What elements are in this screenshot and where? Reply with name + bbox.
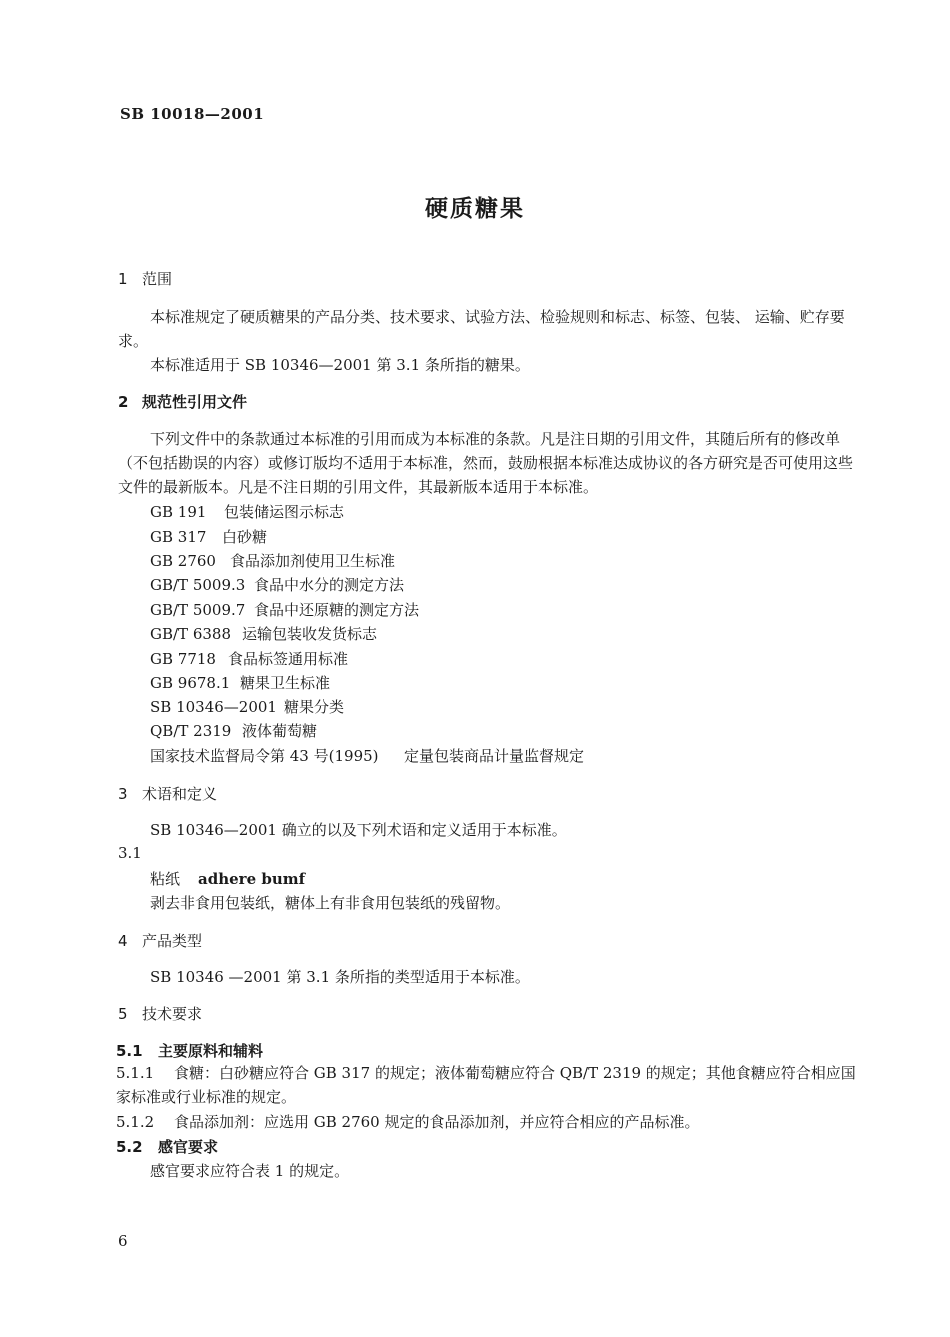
reference-title: 糖果分类 bbox=[284, 698, 345, 716]
reference-title: 运输包装收发货标志 bbox=[242, 625, 378, 643]
section-4-heading bbox=[118, 930, 202, 951]
reference-code: GB/T 5009.3 bbox=[150, 576, 246, 594]
section-number: 5 bbox=[118, 1005, 128, 1023]
reference-item bbox=[150, 648, 348, 669]
clause-5-1-2 bbox=[116, 1111, 700, 1132]
term-english: adhere bumf bbox=[198, 870, 306, 888]
section-1-heading bbox=[118, 268, 172, 289]
subsection-5-2-text: 感官要求应符合表 1 的规定。 bbox=[150, 1162, 350, 1180]
subsection-3-1-number: 3.1 bbox=[118, 844, 142, 862]
subsection-5-2-heading bbox=[116, 1136, 218, 1157]
reference-item bbox=[150, 501, 344, 522]
reference-item bbox=[150, 599, 419, 620]
section-number: 1 bbox=[118, 270, 128, 288]
clause-number: 5.1.2 bbox=[116, 1113, 155, 1131]
reference-item bbox=[150, 745, 584, 766]
reference-code: GB 9678.1 bbox=[150, 674, 231, 692]
subsection-5-1-heading bbox=[116, 1040, 263, 1061]
section-3-heading bbox=[118, 783, 217, 804]
reference-title: 糖果卫生标准 bbox=[240, 674, 331, 692]
reference-code: GB/T 6388 bbox=[150, 625, 232, 643]
subsection-title: 感官要求 bbox=[158, 1138, 219, 1156]
term-chinese: 粘纸 bbox=[150, 870, 181, 888]
section-title: 产品类型 bbox=[142, 932, 203, 950]
section-1-paragraph-1: 本标准规定了硬质糖果的产品分类、技术要求、试验方法、检验规则和标志、标签、包装、 运输、贮存要求。 bbox=[118, 308, 845, 350]
reference-item bbox=[150, 574, 404, 595]
subsection-title: 主要原料和辅料 bbox=[158, 1042, 264, 1060]
standard-code: SB 10018—2001 bbox=[120, 105, 265, 123]
reference-item bbox=[150, 623, 377, 644]
reference-item bbox=[150, 720, 317, 741]
reference-title: 食品中还原糖的测定方法 bbox=[254, 601, 420, 619]
reference-code: GB 191 bbox=[150, 503, 207, 521]
reference-code: GB 317 bbox=[150, 528, 207, 546]
reference-code: GB 7718 bbox=[150, 650, 216, 668]
reference-code: SB 10346—2001 bbox=[150, 698, 277, 716]
reference-title: 液体葡萄糖 bbox=[242, 722, 318, 740]
section-4-paragraph-1: SB 10346 —2001 第 3.1 条所指的类型适用于本标准。 bbox=[150, 968, 530, 986]
reference-item bbox=[150, 526, 267, 547]
clause-5-1-1 bbox=[116, 1061, 861, 1109]
reference-item bbox=[150, 696, 344, 717]
reference-code: 国家技术监督局令第 43 号(1995) bbox=[150, 747, 379, 765]
section-1-paragraph-2: 本标准适用于 SB 10346—2001 第 3.1 条所指的糖果。 bbox=[150, 356, 530, 374]
section-3-paragraph-1: SB 10346—2001 确立的以及下列术语和定义适用于本标准。 bbox=[150, 821, 567, 839]
term-definition: 剥去非食用包装纸，糖体上有非食用包装纸的残留物。 bbox=[150, 894, 511, 912]
document-title: 硬质糖果 bbox=[425, 196, 525, 222]
clause-text: 食糖：白砂糖应符合 GB 317 的规定；液体葡萄糖应符合 QB/T 2319 的规定；其他食糖应符合相应国家标准或行业标准的规定。 bbox=[116, 1064, 856, 1106]
reference-title: 包装储运图示标志 bbox=[224, 503, 345, 521]
section-title: 技术要求 bbox=[142, 1005, 203, 1023]
reference-code: GB/T 5009.7 bbox=[150, 601, 246, 619]
section-2-paragraph-1: 下列文件中的条款通过本标准的引用而成为本标准的条款。凡是注日期的引用文件，其随后所有的修改单（不包括勘误的内容）或修订版均不适用于本标准，然而，鼓励根据本标准达成协议的各方研究是否可使用这些文件的最新版本。凡是不注日期的引用文件，其最新版本适用于本标准。 bbox=[118, 430, 854, 496]
reference-title: 食品标签通用标准 bbox=[228, 650, 349, 668]
section-title: 规范性引用文件 bbox=[142, 393, 248, 411]
section-number: 2 bbox=[118, 393, 129, 411]
reference-title: 白砂糖 bbox=[222, 528, 268, 546]
subsection-number: 5.1 bbox=[116, 1042, 143, 1060]
page-number: 6 bbox=[118, 1232, 128, 1250]
reference-item bbox=[150, 550, 395, 571]
section-title: 范围 bbox=[142, 270, 173, 288]
section-number: 4 bbox=[118, 932, 128, 950]
term-entry bbox=[150, 868, 305, 889]
reference-item bbox=[150, 672, 330, 693]
reference-title: 定量包装商品计量监督规定 bbox=[404, 747, 585, 765]
subsection-number: 5.2 bbox=[116, 1138, 143, 1156]
reference-code: QB/T 2319 bbox=[150, 722, 232, 740]
section-number: 3 bbox=[118, 785, 128, 803]
clause-text: 食品添加剂：应选用 GB 2760 规定的食品添加剂，并应符合相应的产品标准。 bbox=[174, 1113, 700, 1131]
reference-title: 食品添加剂使用卫生标准 bbox=[230, 552, 396, 570]
reference-code: GB 2760 bbox=[150, 552, 216, 570]
section-5-heading bbox=[118, 1003, 202, 1024]
section-title: 术语和定义 bbox=[142, 785, 218, 803]
reference-title: 食品中水分的测定方法 bbox=[254, 576, 405, 594]
section-2-heading bbox=[118, 391, 247, 412]
clause-number: 5.1.1 bbox=[116, 1064, 155, 1082]
